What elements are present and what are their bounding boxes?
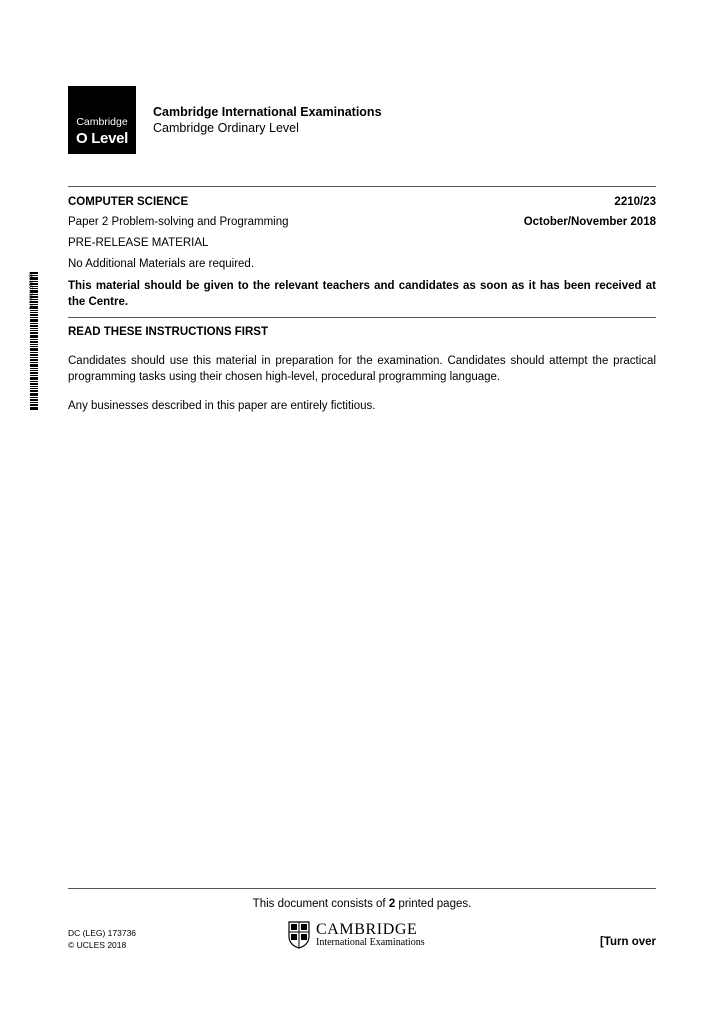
instructions-paragraph-1: Candidates should use this material in preparation for the examination. Candidates should attempt the practical programming tasks using their chosen high-level, procedural programming language. (68, 355, 656, 383)
barcode-digits: 8463227609475 (27, 272, 32, 310)
page-count-line (0, 898, 724, 910)
candidate-barcode (24, 272, 38, 410)
distribution-note: This material should be given to the relevant teachers and candidates as soon as it has been received at the Centre. (68, 280, 656, 308)
exam-session: October/November 2018 (523, 216, 656, 228)
logo-line-2: O Level (75, 130, 129, 147)
materials-required: No Additional Materials are required. (68, 258, 255, 270)
board-title: Cambridge International Examinations (153, 105, 382, 119)
logo-line-1: Cambridge (76, 116, 128, 128)
paper-title: Paper 2 Problem-solving and Programming (68, 216, 289, 228)
cambridge-subtitle: International Examinations (316, 937, 425, 948)
subject-title: COMPUTER SCIENCE (68, 196, 189, 208)
bottom-divider (68, 888, 656, 889)
paper-code: 2210/23 (614, 196, 656, 208)
turn-over: [Turn over (599, 936, 656, 948)
copyright: © UCLES 2018 (68, 940, 127, 950)
instructions-paragraph-2: Any businesses described in this paper are entirely fictitious. (68, 400, 376, 412)
page-count-prefix: This document consists of (252, 898, 389, 910)
cambridge-crest-icon (288, 921, 310, 949)
middle-divider (68, 317, 656, 318)
instructions-heading: READ THESE INSTRUCTIONS FIRST (68, 326, 268, 338)
top-divider (68, 186, 656, 187)
board-subtitle: Cambridge Ordinary Level (153, 121, 299, 135)
page-count-number: 2 (388, 898, 396, 910)
page-count-suffix: printed pages. (395, 898, 472, 910)
dc-code: DC (LEG) 173736 (68, 928, 137, 938)
cambridge-o-level-logo (68, 86, 136, 154)
cambridge-wordmark: CAMBRIDGE (316, 921, 418, 938)
material-type: PRE-RELEASE MATERIAL (68, 237, 209, 249)
